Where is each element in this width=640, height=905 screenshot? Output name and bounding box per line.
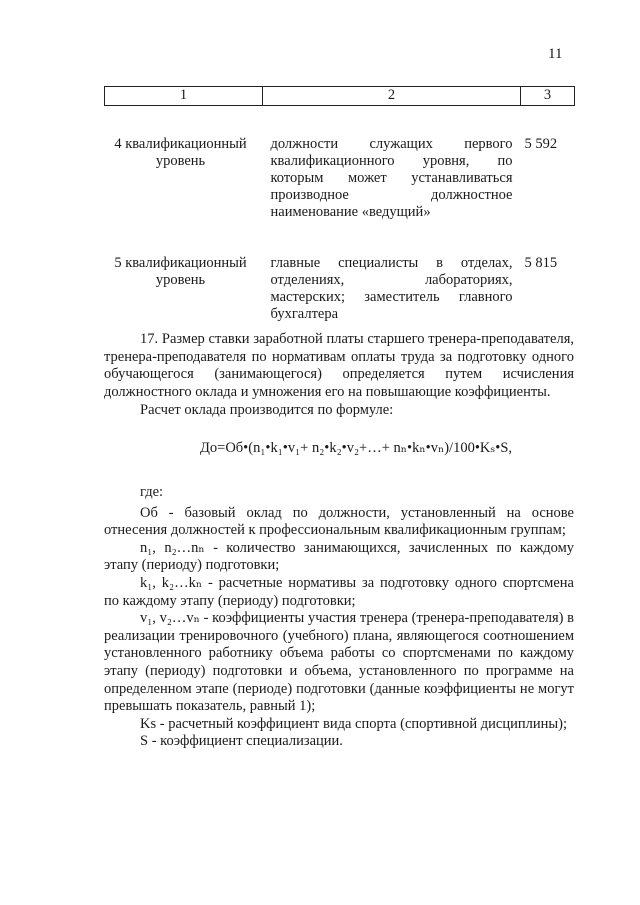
table-header-row xyxy=(105,87,575,106)
where-label: где: xyxy=(140,484,164,500)
page-number: 11 xyxy=(548,46,563,62)
positions-description: должности служащих первого квалификационного уровня, по которым может устанавливаться производное должностное наименование «ведущий» xyxy=(270,136,513,220)
salary-amount: 5 815 xyxy=(524,255,558,271)
definition-s: S - коэффициент специализации. xyxy=(140,733,343,750)
salary-amount: 5 592 xyxy=(524,136,558,152)
paragraph-17: 17. Размер ставки заработной платы старшего тренера-преподавателя, тренера-преподавателя по нормативам оплаты труда за подготовку одного обучающегося (занимающегося) определяется путем исчисления должностного оклада и умножения его на повышающие коэффициенты. xyxy=(104,331,574,400)
qualification-table xyxy=(104,86,575,323)
definition-n: n₁, n₂…nₙ - количество занимающихся, зачисленных по каждому этапу (периоду) подготовки; xyxy=(104,539,574,574)
column-header: 1 xyxy=(105,87,263,106)
column-header: 3 xyxy=(521,87,575,106)
definitions-block xyxy=(104,484,574,751)
salary-formula: До=Об•(n₁•k₁•v₁+ n₂•k₂•v₂+…+ nₙ•kₙ•vₙ)/100•Kₛ•S, xyxy=(200,440,513,456)
table-row xyxy=(105,221,575,323)
qualification-level: 4 квалификационный уровень xyxy=(114,136,247,169)
qualification-level: 5 квалификационный уровень xyxy=(114,255,247,288)
calculation-intro: Расчет оклада производится по формуле: xyxy=(140,402,394,419)
definition-k: k₁, k₂…kₙ - расчетные нормативы за подготовку одного спортсмена по каждому этапу (периоду) подготовки; xyxy=(104,574,574,609)
column-header: 2 xyxy=(263,87,521,106)
definition-v: v₁, v₂…vₙ - коэффициенты участия тренера (тренера-преподавателя) в реализации тренировочного (учебного) плана, являющегося соотношением установленного работнику объема работы со спортсменами по каждому этапу (периоду) подготовки и объема, установленного по программе на определенном этапе (периоде) подготовки (данные коэффициенты не могут превышать показатель, равный 1); xyxy=(104,610,574,715)
definition-ob: Об - базовый оклад по должности, установленный на основе отнесения должностей к профессиональным квалификационным группам; xyxy=(104,504,574,539)
paragraph-17-block xyxy=(104,331,574,420)
positions-description: главные специалисты в отделах, отделениях, лабораториях, мастерских; заместитель главного бухгалтера xyxy=(270,255,513,322)
definition-ks: Ks - расчетный коэффициент вида спорта (спортивной дисциплины); xyxy=(140,715,567,732)
table-row xyxy=(105,106,575,222)
